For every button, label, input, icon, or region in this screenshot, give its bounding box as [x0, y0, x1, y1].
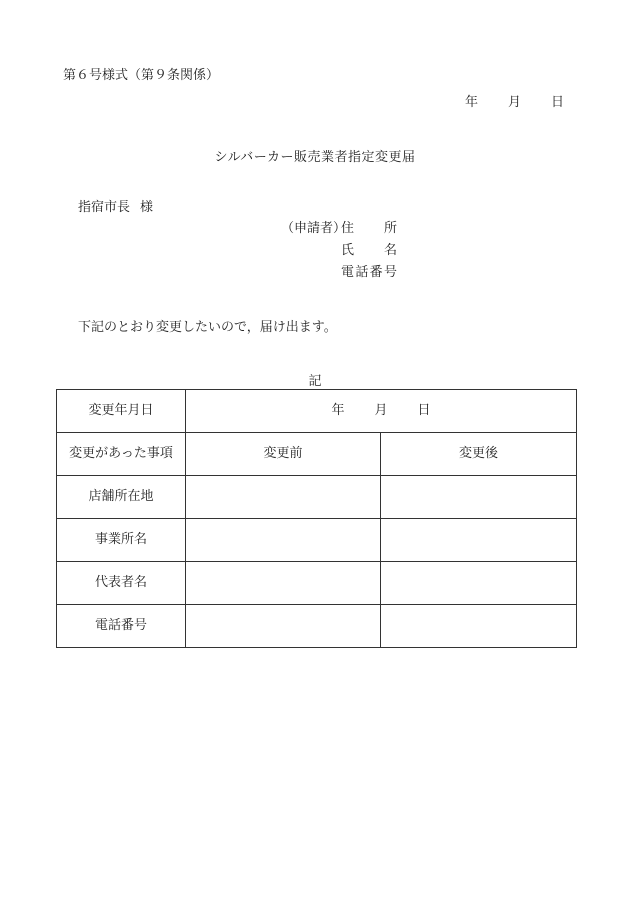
- table-row: [57, 476, 577, 519]
- after-cell[interactable]: [381, 519, 577, 562]
- table-date-month: 月: [374, 403, 388, 418]
- phone-label: 電話番号: [341, 265, 397, 280]
- before-cell[interactable]: [186, 562, 381, 605]
- row-label-representative: 代表者名: [57, 562, 186, 605]
- form-number: 第６号様式（第９条関係）: [63, 68, 220, 83]
- addressee: [78, 200, 153, 216]
- body-text: 下記のとおり変更したいので，届け出ます。: [78, 320, 337, 335]
- applicant-label: （申請者）: [281, 221, 347, 236]
- date-year-label: 年: [464, 95, 478, 110]
- row-label-office-name: 事業所名: [57, 519, 186, 562]
- row-label-phone: 電話番号: [57, 605, 186, 648]
- before-cell[interactable]: [186, 605, 381, 648]
- header-row: [57, 433, 577, 476]
- table-row: [57, 519, 577, 562]
- table-row: [57, 562, 577, 605]
- change-date-field[interactable]: [186, 390, 577, 433]
- addressee-honorific: 様: [140, 200, 154, 215]
- change-table: [56, 389, 577, 648]
- name-label: 氏 名: [341, 243, 397, 258]
- after-cell[interactable]: [381, 605, 577, 648]
- before-header: 変更前: [186, 433, 381, 476]
- change-items-label: 変更があった事項: [57, 433, 186, 476]
- change-date-row: [57, 390, 577, 433]
- document-title: シルバーカー販売業者指定変更届: [214, 150, 416, 165]
- before-cell[interactable]: [186, 476, 381, 519]
- after-header: 変更後: [381, 433, 577, 476]
- row-label-store-location: 店舗所在地: [57, 476, 186, 519]
- date-day-label: 日: [550, 95, 564, 110]
- date-month-label: 月: [507, 95, 521, 110]
- ki-heading: 記: [308, 374, 322, 389]
- after-cell[interactable]: [381, 562, 577, 605]
- table-date-day: 日: [417, 403, 431, 418]
- after-cell[interactable]: [381, 476, 577, 519]
- before-cell[interactable]: [186, 519, 381, 562]
- table-row: [57, 605, 577, 648]
- change-date-label: 変更年月日: [57, 390, 186, 433]
- table-date-year: 年: [331, 403, 345, 418]
- submission-date: [465, 95, 564, 111]
- addressee-name: 指宿市長: [78, 200, 131, 215]
- address-label: 住 所: [341, 221, 397, 236]
